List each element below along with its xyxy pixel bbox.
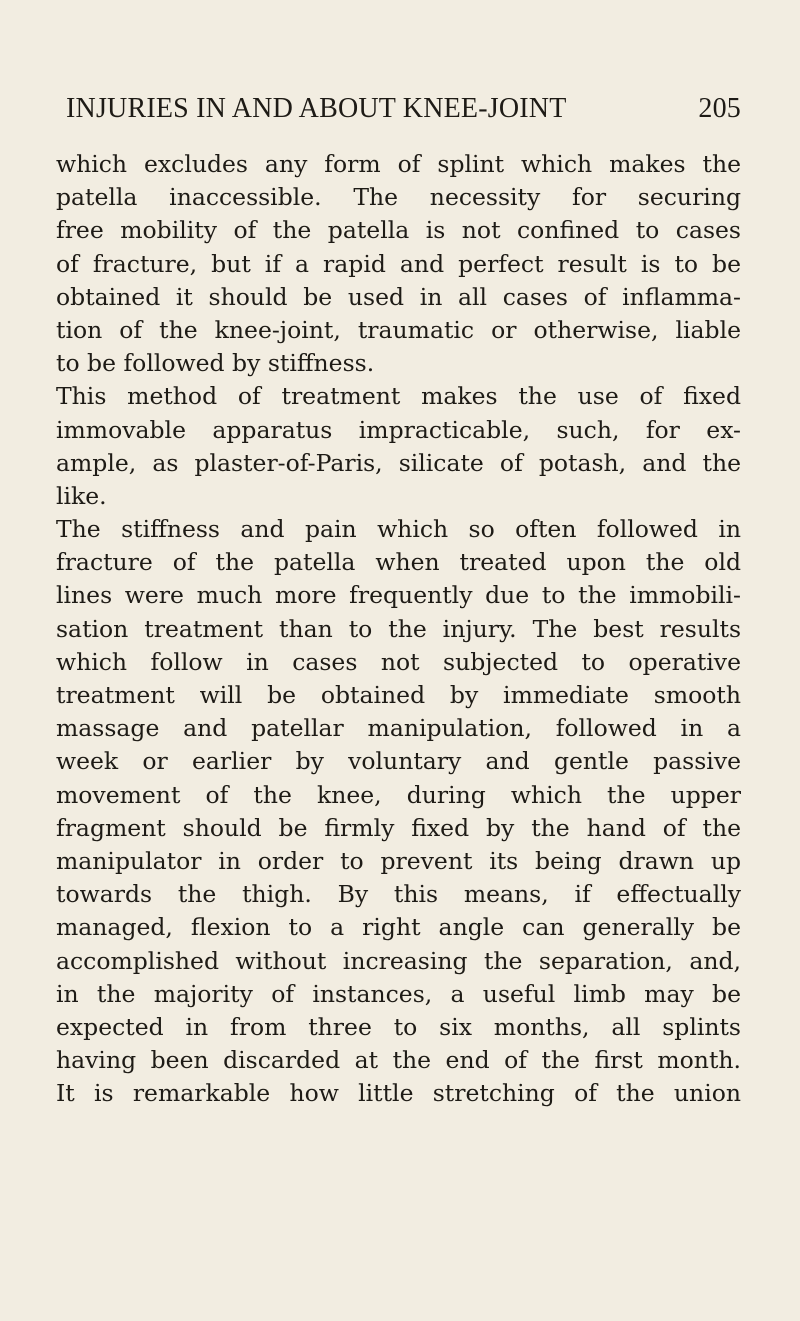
- text-line: It is remarkable how little stretching of the union: [56, 1079, 741, 1108]
- text-line: patella inaccessible. The necessity for securing: [56, 183, 741, 212]
- text-line: towards the thigh. By this means, if effectually: [56, 880, 741, 909]
- text-line: manipulator in order to prevent its being drawn up: [56, 846, 741, 875]
- text-line: immovable apparatus impracticable, such, for ex-: [56, 415, 741, 444]
- text-line: free mobility of the patella is not confined to cases: [56, 216, 741, 245]
- text-line: tion of the knee-joint, traumatic or otherwise, liable: [56, 315, 741, 344]
- body-text: [56, 148, 741, 1110]
- text-line: like.: [56, 481, 107, 510]
- page-number: 205: [698, 93, 741, 124]
- text-line: This method of treatment makes the use of fixed: [56, 382, 741, 411]
- text-line: The stiffness and pain which so often followed in: [56, 515, 741, 544]
- text-line: treatment will be obtained by immediate smooth: [56, 681, 741, 709]
- text-line: fragment should be firmly fixed by the hand of the: [56, 813, 741, 842]
- text-line: massage and patellar manipulation, followed in a: [56, 714, 741, 743]
- text-line: fracture of the patella when treated upon the old: [56, 548, 741, 577]
- text-line: sation treatment than to the injury. The best results: [56, 614, 741, 643]
- text-line: in the majority of instances, a useful limb may be: [56, 979, 741, 1008]
- text-line: managed, flexion to a right angle can generally be: [56, 913, 741, 942]
- text-line: lines were much more frequently due to the immobili-: [56, 581, 741, 610]
- text-line: obtained it should be used in all cases of inflamma-: [56, 282, 741, 311]
- text-line: week or earlier by voluntary and gentle passive: [56, 747, 741, 776]
- text-line: to be followed by stiffness.: [56, 349, 375, 378]
- text-line: movement of the knee, during which the upper: [56, 780, 741, 809]
- text-line: ample, as plaster-of-Paris, silicate of potash, and the: [56, 448, 741, 477]
- text-line: which follow in cases not subjected to operative: [56, 647, 741, 676]
- text-line: accomplished without increasing the separation, and,: [56, 946, 741, 975]
- text-line: of fracture, but if a rapid and perfect result is to be: [56, 249, 741, 278]
- running-head-title: INJURIES IN AND ABOUT KNEE-JOINT: [66, 93, 567, 124]
- text-line: which excludes any form of splint which makes the: [56, 150, 741, 178]
- text-line: expected in from three to six months, all splints: [56, 1012, 741, 1041]
- text-line: having been discarded at the end of the first month.: [56, 1046, 741, 1075]
